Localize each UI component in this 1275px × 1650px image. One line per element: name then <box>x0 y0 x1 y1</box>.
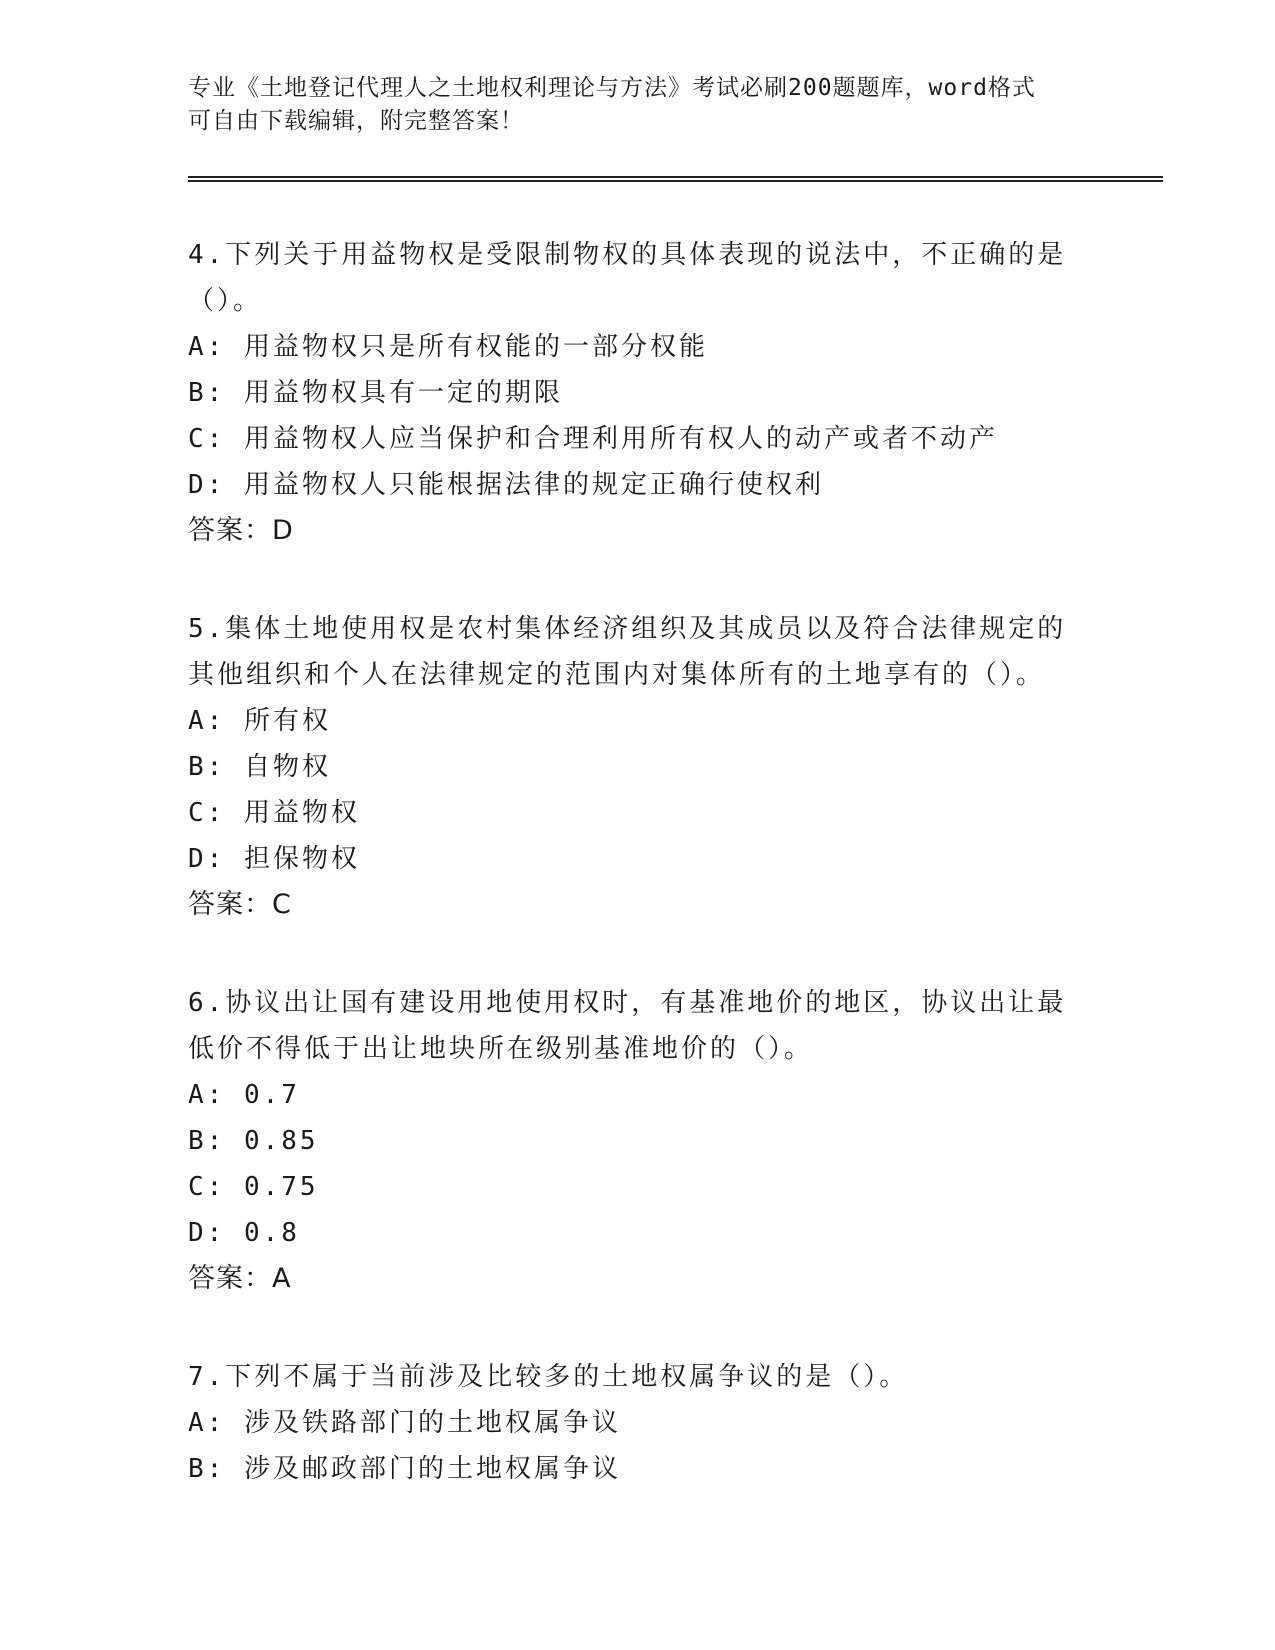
header-line-2: 可自由下载编辑，附完整答案！ <box>188 108 524 134</box>
document-header <box>188 72 1088 138</box>
option-d: D: 用益物权人只能根据法律的规定正确行使权利 <box>188 470 824 500</box>
option-d: D: 0.8 <box>188 1218 300 1248</box>
answer: 答案：D <box>188 515 294 546</box>
header-line-1: 专业《土地登记代理人之土地权利理论与方法》考试必刷200题题库，word格式 <box>188 75 1036 101</box>
answer: 答案：A <box>188 1263 292 1294</box>
question-4 <box>188 232 1088 554</box>
option-a: A: 涉及铁路部门的土地权属争议 <box>188 1408 621 1438</box>
option-a: A: 0.7 <box>188 1080 300 1110</box>
option-c: C: 用益物权人应当保护和合理利用所有权人的动产或者不动产 <box>188 424 998 454</box>
option-b: B: 涉及邮政部门的土地权属争议 <box>188 1454 621 1484</box>
question-5 <box>188 606 1088 928</box>
question-list <box>188 232 1088 1544</box>
question-text: 7.下列不属于当前涉及比较多的土地权属争议的是（）。 <box>188 1362 909 1392</box>
answer: 答案：C <box>188 889 292 920</box>
question-6 <box>188 980 1088 1302</box>
question-text: 4.下列关于用益物权是受限制物权的具体表现的说法中，不正确的是（）。 <box>188 240 1067 316</box>
header-double-rule <box>188 176 1163 182</box>
option-a: A: 用益物权只是所有权能的一部分权能 <box>188 332 708 362</box>
question-text: 6.协议出让国有建设用地使用权时，有基准地价的地区，协议出让最低价不得低于出让地块所在级别基准地价的（）。 <box>188 988 1067 1064</box>
option-b: B: 用益物权具有一定的期限 <box>188 378 563 408</box>
question-text: 5.集体土地使用权是农村集体经济组织及其成员以及符合法律规定的其他组织和个人在法律规定的范围内对集体所有的土地享有的（）。 <box>188 614 1067 690</box>
option-a: A: 所有权 <box>188 706 331 736</box>
option-b: B: 0.85 <box>188 1126 319 1156</box>
option-c: C: 0.75 <box>188 1172 319 1202</box>
option-c: C: 用益物权 <box>188 798 360 828</box>
question-7 <box>188 1354 1088 1492</box>
option-b: B: 自物权 <box>188 752 331 782</box>
option-d: D: 担保物权 <box>188 844 360 874</box>
